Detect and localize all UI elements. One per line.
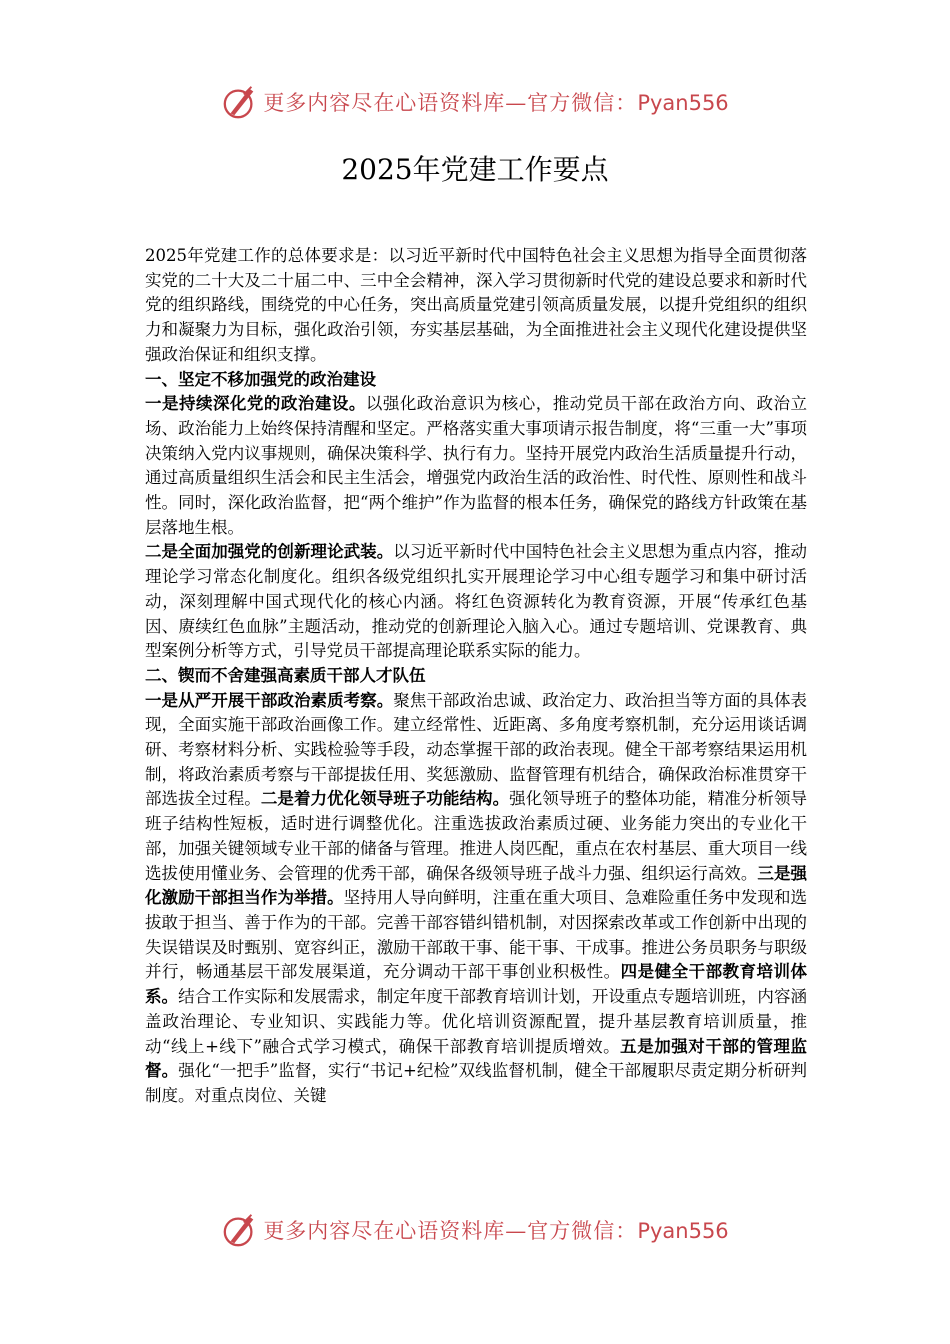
item-lead: 二是全面加强党的创新理论武装。 bbox=[145, 542, 394, 562]
page-title: 2025年党建工作要点 bbox=[341, 153, 609, 186]
quill-pen-logo-icon bbox=[221, 1211, 259, 1249]
item-lead: 一是从严开展干部政治素质考察。 bbox=[145, 690, 394, 710]
header-banner bbox=[0, 82, 950, 122]
wechat-id: Pyan556 bbox=[637, 91, 729, 115]
wechat-id: Pyan556 bbox=[637, 1219, 729, 1243]
banner-text: 更多内容尽在心语资料库—官方微信：Pyan556 bbox=[263, 1219, 729, 1243]
item-text: 强化“一把手”监督，实行“书记+纪检”双线监督机制，健全干部履职尽责定期分析研判制度。对重点岗位、关键 bbox=[145, 1061, 808, 1105]
document-body bbox=[145, 244, 807, 1109]
item-text: 结合工作实际和发展需求，制定年度干部教育培训计划，开设重点专题培训班，内容涵盖政治理论、专业知识、实践能力等。优化培训资源配置，提升基层教育培训质量，推动“线上+线下”融合式学习模式，确保干部教育培训提质增效。 bbox=[145, 987, 808, 1056]
section-heading-1: 一、坚定不移加强党的政治建设 bbox=[145, 369, 376, 389]
item-lead: 四是健全干部教育培训体系。 bbox=[145, 962, 808, 1007]
section-heading-2: 二、锲而不舍建强高素质干部人才队伍 bbox=[145, 665, 426, 685]
item-text: 强化领导班子的整体功能，精准分析领导班子结构性短板，适时进行调整优化。注重选拔政治素质过硬、业务能力突出的专业化干部，加强关键领域专业干部的储备与管理。推进人岗匹配，重点在农村基层、重大项目一线选拔使用懂业务、会管理的优秀干部，确保各级领导班子战斗力强、组织运行高效。 bbox=[145, 789, 808, 883]
item-lead: 二是着力优化领导班子功能结构。 bbox=[260, 789, 510, 809]
item-text: 聚焦干部政治忠诚、政治定力、政治担当等方面的具体表现，全面实施干部政治画像工作。建立经常性、近距离、多角度考察机制，充分运用谈话调研、考察材料分析、实践检验等手段，动态掌握干部的政治表现。健全干部考察结果运用机制，将政治素质考察与干部提拔任用、奖惩激励、监督管理有机结合，确保政治标准贯穿干部选拔全过程。 bbox=[145, 690, 808, 809]
item-text: 以习近平新时代中国特色社会主义思想为重点内容，推动理论学习常态化制度化。组织各级党组织扎实开展理论学习中心组专题学习和集中研讨活动，深刻理解中国式现代化的核心内涵。将红色资源转化为教育资源，开展“传承红色基因、赓续红色血脉”主题活动，推动党的创新理论入脑入心。通过专题培训、党课教育、典型案例分析等方式，引导党员干部提高理论联系实际的能力。 bbox=[145, 542, 808, 661]
quill-pen-logo-icon bbox=[221, 83, 259, 121]
paragraph-s1-item2 bbox=[145, 540, 807, 664]
item-lead: 五是加强对干部的管理监督。 bbox=[145, 1036, 808, 1081]
paragraph-s2-item1 bbox=[145, 689, 807, 1109]
item-lead: 一是持续深化党的政治建设。 bbox=[145, 394, 366, 414]
paragraph-s1-item1 bbox=[145, 392, 807, 540]
intro-paragraph: 2025年党建工作的总体要求是：以习近平新时代中国特色社会主义思想为指导全面贯彻落实党的二十大及二十届二中、三中全会精神，深入学习贯彻新时代党的建设总要求和新时代党的组织路线，围绕党的中心任务，突出高质量党建引领高质量发展，以提升党组织的组织力和凝聚力为目标，强化政治引领，夯实基层基础，为全面推进社会主义现代化建设提供坚强政治保证和组织支撑。 bbox=[145, 246, 807, 364]
item-text: 坚持用人导向鲜明，注重在重大项目、急难险重任务中发现和选拔敢于担当、善于作为的干部。完善干部容错纠错机制，对因探索改革或工作创新中出现的失误错误及时甄别、宽容纠正，激励干部敢干事、能干事、干成事。推进公务员职务与职级并行，畅通基层干部发展渠道，充分调动干部干事创业积极性。 bbox=[145, 888, 808, 982]
item-text: 以强化政治意识为核心，推动党员干部在政治方向、政治立场、政治能力上始终保持清醒和坚定。严格落实重大事项请示报告制度，将“三重一大”事项决策纳入党内议事规则，确保决策科学、执行有力。坚持开展党内政治生活质量提升行动，通过高质量组织生活会和民主生活会，增强党内政治生活的政治性、时代性、原则性和战斗性。同时，深化政治监督，把“两个维护”作为监督的根本任务，确保党的路线方针政策在基层落地生根。 bbox=[145, 394, 808, 537]
banner-text: 更多内容尽在心语资料库—官方微信：Pyan556 bbox=[263, 91, 729, 115]
item-lead: 三是强化激励干部担当作为举措。 bbox=[145, 863, 808, 908]
footer-banner bbox=[0, 1210, 950, 1250]
